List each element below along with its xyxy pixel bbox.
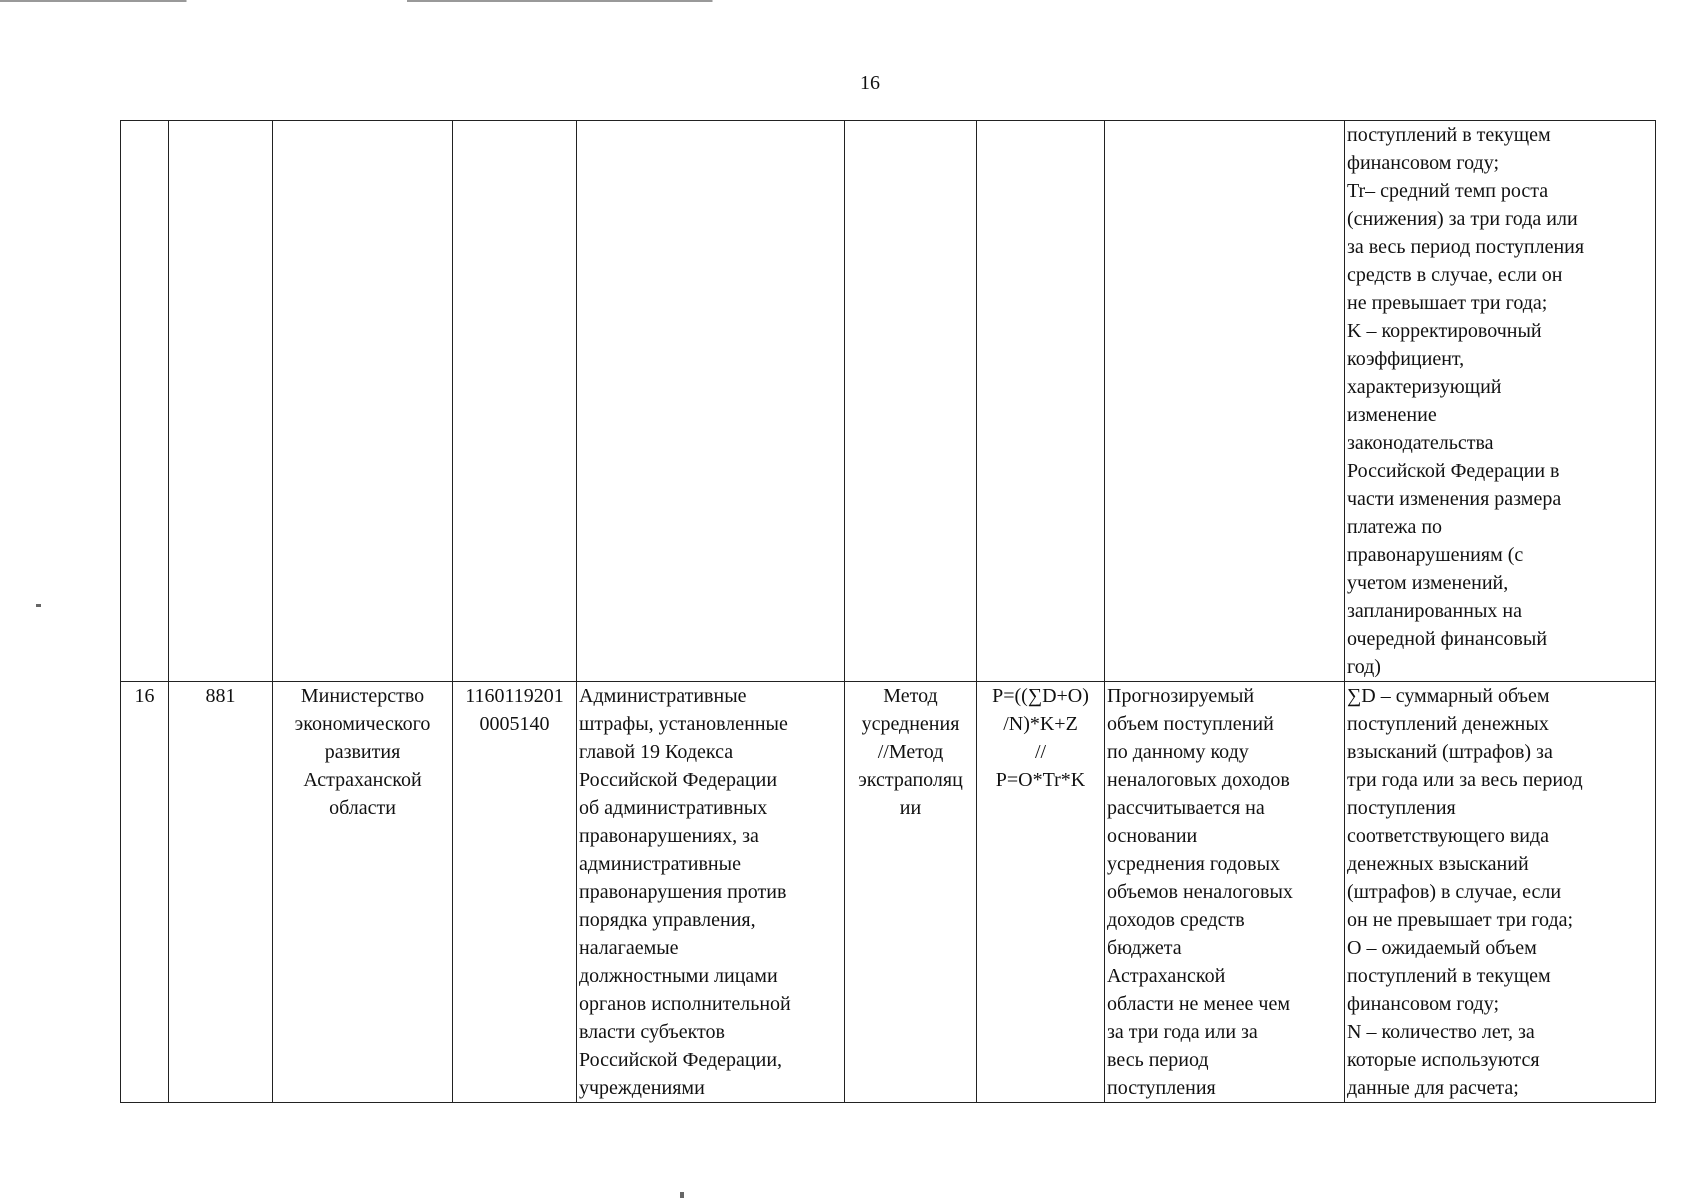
formula-legend-cell <box>1345 121 1656 682</box>
text-line: доходов средств <box>1107 909 1245 931</box>
scan-edge <box>0 0 1696 2</box>
text-line: N – количество лет, за <box>1347 1021 1535 1043</box>
text-line: основании <box>1107 825 1198 847</box>
administrator-cell <box>273 682 453 1103</box>
text-line: соответствующего вида <box>1347 825 1550 847</box>
text-line: Прогнозируемый <box>1107 685 1255 707</box>
admin-code-cell <box>169 121 273 682</box>
formula-legend-cell <box>1345 682 1656 1103</box>
formula-cell <box>977 121 1105 682</box>
text-line: должностными лицами <box>579 965 778 987</box>
text-line: Административные <box>579 685 747 707</box>
text-line: поступлений денежных <box>1347 713 1549 735</box>
num-cell: 16 <box>121 682 169 1103</box>
text-line: взысканий (штрафов) за <box>1347 741 1553 763</box>
text-line: Астраханской <box>303 769 422 791</box>
text-line: по данному коду <box>1107 741 1249 763</box>
text-line: налагаемые <box>579 937 679 959</box>
text-line: 0005140 <box>479 713 550 735</box>
text-line: административные <box>579 853 741 875</box>
text-line: бюджета <box>1107 937 1182 959</box>
text-line: объем поступлений <box>1107 713 1274 735</box>
text-line: /N)*K+Z <box>1003 713 1078 735</box>
text-line: финансовом году; <box>1347 993 1500 1015</box>
text-line: характеризующий <box>1347 376 1502 398</box>
text-line: средств в случае, если он <box>1347 264 1563 286</box>
text-line: очередной финансовый <box>1347 628 1548 650</box>
text-line: коэффициент, <box>1347 348 1465 370</box>
text-line: порядка управления, <box>579 909 756 931</box>
text-line: главой 19 Кодекса <box>579 741 734 763</box>
text-line: правонарушениям (с <box>1347 544 1524 566</box>
text-line: Российской Федерации в <box>1347 460 1560 482</box>
text-line: области не менее чем <box>1107 993 1291 1015</box>
kbk-cell <box>453 682 577 1103</box>
text-line: он не превышает три года; <box>1347 909 1574 931</box>
text-line: поступлений в текущем <box>1347 124 1551 146</box>
scan-speck <box>680 1192 684 1198</box>
text-line: платежа по <box>1347 516 1443 538</box>
text-line: экономического <box>294 713 431 735</box>
method-cell <box>845 121 977 682</box>
text-line: законодательства <box>1347 432 1494 454</box>
text-line: год) <box>1347 656 1381 678</box>
text-line: правонарушения против <box>579 881 787 903</box>
text-line: денежных взысканий <box>1347 853 1529 875</box>
text-line: которые используются <box>1347 1049 1540 1071</box>
text-line: неналоговых доходов <box>1107 769 1290 791</box>
text-line: об административных <box>579 797 768 819</box>
text-line: не превышает три года; <box>1347 292 1548 314</box>
text-line: K – корректировочный <box>1347 320 1542 342</box>
text-line: Министерство <box>300 685 425 707</box>
income-forecast-table <box>120 120 1656 1103</box>
text-line: данные для расчета; <box>1347 1077 1519 1099</box>
text-line: объемов неналоговых <box>1107 881 1293 903</box>
algorithm-cell <box>1105 121 1345 682</box>
text-line: поступлений в текущем <box>1347 965 1551 987</box>
text-line: области <box>329 797 396 819</box>
admin-code-cell: 881 <box>169 682 273 1103</box>
text-line: изменение <box>1347 404 1437 426</box>
num-cell <box>121 121 169 682</box>
text-line: развития <box>324 741 401 763</box>
text-line: ии <box>899 797 922 819</box>
text-line: усреднения годовых <box>1107 853 1281 875</box>
text-line: экстраполяц <box>858 769 963 791</box>
method-cell <box>845 682 977 1103</box>
text-line: P=O*Tr*K <box>995 769 1086 791</box>
text-line: O – ожидаемый объем <box>1347 937 1537 959</box>
text-line: усреднения <box>861 713 960 735</box>
text-line: Tr– средний темп роста <box>1347 180 1549 202</box>
text-line: органов исполнительной <box>579 993 791 1015</box>
text-line: запланированных на <box>1347 600 1522 622</box>
text-line: рассчитывается на <box>1107 797 1265 819</box>
table-row <box>121 682 1656 1103</box>
administrator-cell <box>273 121 453 682</box>
text-line: власти субъектов <box>579 1021 725 1043</box>
text-line: штрафы, установленные <box>579 713 788 735</box>
text-line: //Метод <box>877 741 944 763</box>
text-line: части изменения размера <box>1347 488 1562 510</box>
table-row <box>121 121 1656 682</box>
income-name-cell <box>577 682 845 1103</box>
text-line: Астраханской <box>1107 965 1226 987</box>
text-line: за весь период поступления <box>1347 236 1585 258</box>
text-line: финансовом году; <box>1347 152 1500 174</box>
text-line: 1160119201 <box>465 685 564 707</box>
text-line: учреждениями <box>579 1077 705 1099</box>
text-line: Российской Федерации <box>579 769 778 791</box>
text-line: весь период <box>1107 1049 1209 1071</box>
text-line: Метод <box>883 685 938 707</box>
formula-cell <box>977 682 1105 1103</box>
text-line: поступления <box>1347 797 1456 819</box>
text-line: учетом изменений, <box>1347 572 1509 594</box>
text-line: ∑D – суммарный объем <box>1347 685 1550 707</box>
text-line: (штрафов) в случае, если <box>1347 881 1562 903</box>
text-line: // <box>1034 741 1047 763</box>
text-line: правонарушениях, за <box>579 825 759 847</box>
page-number: 16 <box>860 72 880 94</box>
text-line: за три года или за <box>1107 1021 1258 1043</box>
algorithm-cell <box>1105 682 1345 1103</box>
income-name-cell <box>577 121 845 682</box>
text-line: поступления <box>1107 1077 1216 1099</box>
text-line: три года или за весь период <box>1347 769 1583 791</box>
text-line: P=((∑D+O) <box>992 685 1089 707</box>
text-line: Российской Федерации, <box>579 1049 783 1071</box>
kbk-cell <box>453 121 577 682</box>
scan-speck <box>36 604 41 607</box>
text-line: (снижения) за три года или <box>1347 208 1578 230</box>
